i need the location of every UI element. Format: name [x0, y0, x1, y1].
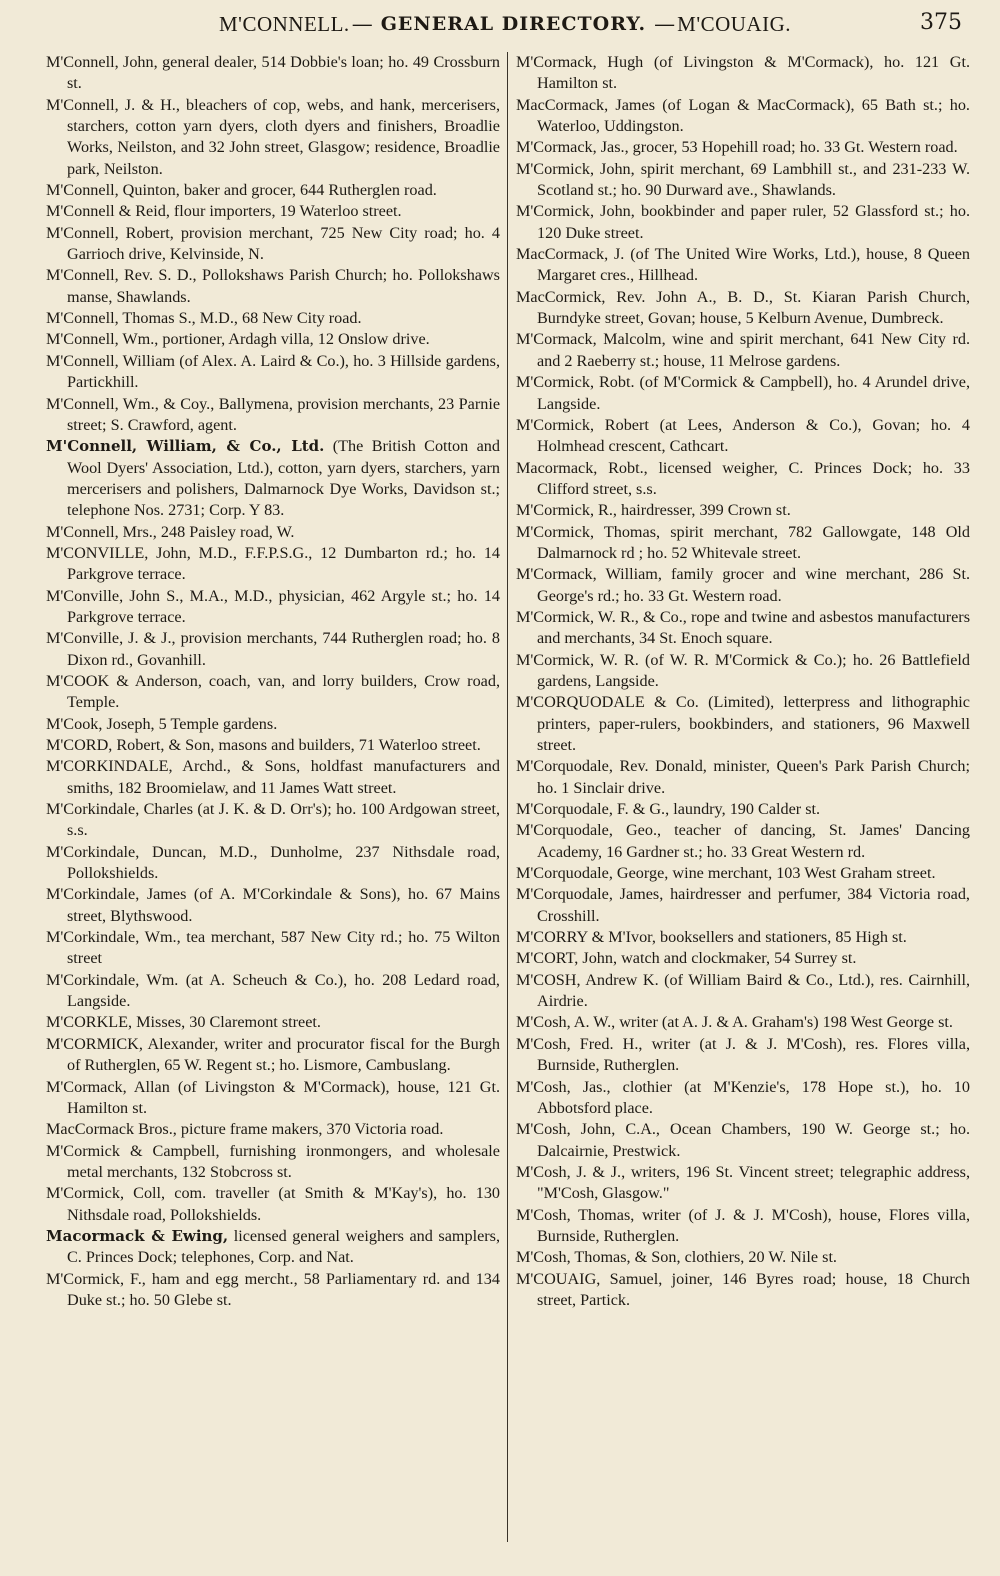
entry-name: M'Cosh, J. & J., — [516, 1162, 626, 1181]
entry-name: MacCormick, Rev. John A., — [516, 287, 717, 306]
directory-entry — [46, 1269, 500, 1312]
directory-entry — [516, 1162, 970, 1205]
entry-details: writer and procurator fiscal for the Burgh of Rutherglen, 65 W. Regent st.; ho. Lismore, Cambuslang. — [67, 1034, 500, 1075]
entry-details: grocer, 53 Hopehill road; ho. 33 Gt. Western road. — [628, 138, 958, 157]
directory-entry — [516, 607, 970, 650]
directory-entry — [516, 692, 970, 756]
directory-entry — [46, 265, 500, 308]
entry-details: Ballymena, provision merchants, 23 Parnie street; S. Crawford, agent. — [67, 394, 501, 434]
entry-name: M'COOK & Anderson, — [46, 671, 202, 690]
entry-details: licensed general weighers and samplers, C. Princes Dock; telephones, Corp. and Nat. — [67, 1226, 500, 1267]
entry-name: M'Cormick, Robert — [516, 415, 649, 434]
directory-entry — [46, 586, 500, 629]
directory-entry — [516, 244, 970, 287]
directory-entry — [516, 52, 970, 95]
directory-entry — [516, 884, 970, 927]
entry-details: hairdresser and perfumer, 384 Victoria road, Crosshill. — [537, 885, 970, 925]
entry-name: M'Cormick, W. R. — [516, 650, 639, 669]
entry-name: Macormack, Robt., — [516, 458, 648, 477]
directory-entry — [46, 543, 500, 586]
entry-details: (The British Cotton and Wool Dyers' Association, Ltd.), cotton, yarn dyers, starchers, yarn mercerisers and polishers, Dalmarnock Dye Works, Davidson st.; telephone Nos. 2731; Corp. Y 83. — [67, 437, 500, 520]
entry-name: M'Connell, Rev. S. D., — [46, 266, 197, 285]
entry-details: baker and grocer, 644 Rutherglen road. — [179, 181, 437, 200]
entry-name: M'CONVILLE, John, — [46, 543, 191, 562]
entry-name: M'Cosh, Thomas, — [516, 1205, 635, 1224]
directory-entry — [46, 1077, 500, 1120]
entry-details: holdfast manufacturers and smiths, 182 Broomielaw, and 11 James Watt street. — [67, 757, 500, 797]
entry-name: M'CORKLE, Misses, — [46, 1013, 186, 1032]
entry-name: M'Cormack, Malcolm, — [516, 330, 666, 349]
entry-details: M.D., 68 New City road. — [195, 309, 362, 328]
entry-details: hairdresser, 399 Crown st. — [616, 501, 791, 520]
entry-details: writer (at J. & J. M'Cosh), res. Flores villa, Burnside, Rutherglen. — [537, 1034, 970, 1075]
entry-name: M'Corquodale, F. & G., — [516, 800, 670, 819]
entry-details: clothiers, 20 W. Nile st. — [680, 1248, 837, 1267]
directory-entry — [516, 500, 970, 521]
entry-name: M'Cormick, F., — [46, 1269, 146, 1288]
entry-name: M'COUAIG, Samuel, — [516, 1269, 663, 1288]
page-number: 375 — [920, 10, 962, 35]
entry-details: masons and builders, 71 Waterloo street. — [214, 736, 481, 754]
entry-details: (of The United Wire Works, Ltd.), house, 8 Queen Margaret cres., Hillhead. — [537, 245, 970, 285]
directory-entry — [46, 1226, 500, 1269]
directory-entry — [516, 159, 970, 202]
directory-entry — [46, 1012, 500, 1033]
directory-entry — [516, 820, 970, 863]
entry-name: M'Cook, Joseph, — [46, 714, 155, 733]
entry-details: bleachers of cop, webs, and hank, mercerisers, starchers, cotton yarn dyers, cloth dyers and finishers, Broadlie Works, Neilston, and 32 John street, Glasgow; residence, Broadlie park, Neilston. — [67, 95, 500, 178]
entry-name: M'Corkindale, Wm., — [46, 928, 181, 947]
entry-name: M'CORT, John, — [516, 949, 618, 968]
directory-entry — [46, 628, 500, 671]
entry-details: spirit merchant, 782 Gallowgate, 148 Old Dalmarnock rd ; ho. 52 Whitevale street. — [537, 522, 970, 562]
running-header — [40, 8, 970, 40]
directory-entry — [516, 927, 970, 948]
entry-name: M'COSH, Andrew K. — [516, 970, 659, 989]
entry-name: MacCormack, James — [516, 95, 655, 114]
entry-details: (of Alex. A. Laird & Co.), ho. 3 Hillside gardens, Partickhill. — [67, 351, 500, 392]
entry-details: (Limited), letterpress and lithographic printers, paper-rulers, bookbinders, and stationers, 96 Maxwell street. — [537, 693, 970, 754]
entry-details: laundry, 190 Calder st. — [669, 800, 821, 819]
entry-details: M.A., M.D., physician, 462 Argyle st.; ho. 14 Parkgrove terrace. — [67, 586, 501, 626]
entry-name: M'Connell, John, — [46, 53, 158, 71]
directory-entry — [46, 223, 500, 266]
directory-entry — [46, 95, 500, 180]
entry-details: spirit merchant, 69 Lambhill st., and 231-233 W. Scotland st.; ho. 90 Durward ave., Shawlands. — [537, 159, 970, 200]
entry-details: (at Lees, Anderson & Co.), Govan; ho. 4 Holmhead crescent, Cathcart. — [537, 415, 971, 456]
entry-name: M'Cormick, Coll, — [46, 1184, 166, 1203]
entry-details: (of W. R. M'Cormick & Co.); ho. 26 Battlefield gardens, Langside. — [537, 650, 970, 690]
entry-name: Macormack & Ewing, — [46, 1226, 229, 1245]
directory-entry — [516, 564, 970, 607]
directory-entry — [46, 329, 500, 350]
entry-name: M'Cormack, Jas., — [516, 138, 629, 157]
entry-name: M'Connell, Quinton, — [46, 181, 180, 200]
directory-entry — [516, 458, 970, 501]
directory-entry — [46, 1119, 500, 1140]
entry-name: M'Corquodale, James, — [516, 885, 664, 904]
entry-details: joiner, 146 Byres road; house, 18 Church street, Partick. — [537, 1269, 970, 1309]
column-divider — [507, 52, 508, 1542]
entry-name: M'Cormack, Hugh — [516, 53, 644, 71]
entry-details: B. D., St. Kiaran Parish Church, Burndyke street, Govan; house, 5 Kelburn Avenue, Dumbreck. — [537, 287, 971, 328]
entry-name: M'Connell, Mrs., — [46, 522, 157, 541]
directory-entry — [46, 52, 500, 95]
entry-details: family grocer and wine merchant, 286 St. George's rd.; ho. 33 Gt. Western road. — [537, 565, 970, 605]
entry-details: watch and clockmaker, 54 Surrey st. — [617, 949, 857, 968]
entry-details: provision merchants, 744 Rutherglen road; ho. 8 Dixon rd., Govanhill. — [67, 629, 500, 669]
directory-entry — [46, 522, 500, 543]
entry-details: writer (of J. & J. M'Cosh), house, Flores villa, Burnside, Rutherglen. — [537, 1205, 970, 1245]
entry-details: portioner, Ardagh villa, 12 Onslow drive. — [158, 330, 430, 349]
entry-name: M'Corkindale, James — [46, 885, 187, 904]
entry-details: (at A. Scheuch & Co.), ho. 208 Ledard road, Langside. — [67, 970, 500, 1011]
entry-details: picture frame makers, 370 Victoria road. — [176, 1120, 444, 1139]
right-column — [516, 52, 970, 1311]
entry-details: (of Logan & MacCormack), 65 Bath st.; ho. Waterloo, Uddingston. — [537, 95, 970, 136]
directory-entry — [46, 884, 500, 927]
directory-entry — [46, 927, 500, 970]
directory-entry — [516, 287, 970, 330]
header-dash: — — [654, 12, 676, 36]
entry-name: M'Connell, J. & H., — [46, 95, 180, 114]
entry-name: M'Corquodale, Rev. Donald, — [516, 757, 707, 776]
header-right-keyword: M'COUAIG. — [677, 11, 792, 36]
entry-details: (of A. M'Corkindale & Sons), ho. 67 Mains street, Blythswood. — [67, 885, 500, 925]
entry-details: 5 Temple gardens. — [154, 714, 278, 733]
entry-name: MacCormack, J. — [516, 245, 625, 264]
directory-entry — [516, 948, 970, 969]
directory-entry — [46, 671, 500, 714]
entry-details: M.D., Dunholme, 237 Nithsdale road, Pollokshields. — [67, 842, 500, 883]
directory-entry — [46, 756, 500, 799]
entry-details: rope and twine and asbestos manufacturers and merchants, 34 St. Enoch square. — [537, 607, 970, 648]
directory-entry — [46, 1141, 500, 1184]
header-title: GENERAL DIRECTORY. — [380, 13, 647, 35]
entry-name: M'Corkindale, Duncan, — [46, 842, 207, 861]
directory-entry — [516, 799, 970, 820]
directory-entry — [46, 1183, 500, 1226]
entry-name: M'Corquodale, Geo., — [516, 821, 662, 840]
entry-name: M'CORKINDALE, Archd., & Sons, — [46, 757, 301, 776]
entry-details: clothier (at M'Kenzie's, 178 Hope st.), ho. 10 Abbotsford place. — [537, 1077, 970, 1117]
entry-name: M'Cormick, John, — [516, 159, 635, 178]
entry-details: (of William Baird & Co., Ltd.), res. Cairnhill, Airdrie. — [537, 970, 970, 1011]
entry-name: M'Corkindale, Wm. — [46, 970, 179, 989]
entry-details: M.D., F.F.P.S.G., 12 Dumbarton rd.; ho. 14 Parkgrove terrace. — [67, 543, 501, 584]
directory-entry — [46, 1034, 500, 1077]
directory-entry — [516, 863, 970, 884]
entry-details: wine and spirit merchant, 641 New City rd. and 2 Raeberry st.; house, 11 Melrose gardens. — [537, 330, 970, 370]
entry-name: M'Connell, Thomas S., — [46, 309, 196, 328]
entry-details: 30 Claremont street. — [185, 1013, 321, 1032]
entry-name: M'CORQUODALE & Co. — [516, 693, 699, 712]
entry-name: M'CORMICK, Alexander, — [46, 1034, 219, 1053]
entry-name: M'Connell, William — [46, 351, 175, 370]
directory-entry — [516, 1034, 970, 1077]
directory-entry — [516, 95, 970, 138]
directory-entry — [516, 1119, 970, 1162]
entry-details: com. traveller (at Smith & M'Kay's), ho. 130 Nithsdale road, Pollokshields. — [67, 1184, 501, 1224]
entry-name: M'Cosh, John, — [516, 1120, 616, 1139]
entry-name: M'Corquodale, George, — [516, 864, 669, 883]
entry-details: Pollokshaws Parish Church; ho. Pollokshaws manse, Shawlands. — [67, 266, 500, 306]
entry-name: M'Cosh, Fred. H., — [516, 1034, 643, 1053]
entry-details: licensed weigher, C. Princes Dock; ho. 33 Clifford street, s.s. — [537, 458, 970, 498]
directory-entry — [516, 522, 970, 565]
directory-entry — [46, 394, 500, 437]
directory-entry — [516, 1077, 970, 1120]
directory-entry — [46, 714, 500, 735]
entry-details: tea merchant, 587 New City rd.; ho. 75 Wilton street — [67, 928, 500, 968]
entry-details: minister, Queen's Park Parish Church; ho. 1 Sinclair drive. — [537, 757, 970, 797]
entry-details: (of Livingston & M'Cormack), house, 121 Gt. Hamilton st. — [67, 1077, 501, 1117]
entry-name: M'Connell, Robert, — [46, 223, 174, 242]
entry-name: M'Cormick, W. R., & Co., — [516, 607, 687, 626]
entry-name: M'Cormick & Campbell, — [46, 1141, 220, 1160]
directory-entry — [46, 436, 500, 521]
directory-entry — [516, 415, 970, 458]
entry-name: M'Connell, William, & Co., Ltd. — [46, 437, 325, 456]
entry-details: 248 Paisley road, W. — [156, 522, 295, 541]
entry-details: general dealer, 514 Dobbie's loan; ho. 49 Crossburn st. — [67, 53, 500, 93]
directory-entry — [46, 201, 500, 222]
entry-name: M'Cormick, Robt. — [516, 373, 635, 392]
directory-entry — [516, 970, 970, 1013]
entry-details: (at J. K. & D. Orr's); ho. 100 Ardgowan street, s.s. — [67, 800, 500, 840]
entry-details: flour importers, 19 Waterloo street. — [169, 202, 402, 221]
directory-entry — [516, 372, 970, 415]
directory-entry — [516, 1012, 970, 1033]
directory-entry — [46, 735, 500, 756]
directory-entry — [46, 799, 500, 842]
entry-name: M'Conville, John S., — [46, 586, 184, 605]
entry-details: (of M'Cormick & Campbell), ho. 4 Arundel drive, Langside. — [537, 373, 970, 413]
entry-name: M'Cormick, Thomas, — [516, 522, 661, 541]
directory-entry — [516, 756, 970, 799]
entry-name: M'CORD, Robert, & Son, — [46, 736, 215, 754]
entry-details: ham and egg mercht., 58 Parliamentary rd. and 134 Duke st.; ho. 50 Glebe st. — [67, 1269, 500, 1309]
directory-entry — [516, 1269, 970, 1312]
entry-name: M'Connell & Reid, — [46, 202, 170, 221]
directory-entry — [46, 308, 500, 329]
entry-name: M'Cosh, Thomas, & Son, — [516, 1248, 681, 1267]
entry-details: writers, 196 St. Vincent street; telegraphic address, "M'Cosh, Glasgow." — [537, 1162, 970, 1203]
entry-details: bookbinder and paper ruler, 52 Glassford st.; ho. 120 Duke street. — [537, 202, 970, 242]
entry-name: M'Corkindale, Charles — [46, 800, 194, 819]
directory-entry — [46, 970, 500, 1013]
directory-entry — [46, 180, 500, 201]
directory-entry — [516, 329, 970, 372]
directory-entry — [46, 351, 500, 394]
entry-details: teacher of dancing, St. James' Dancing Academy, 16 Gardner st.; ho. 33 Great Western rd. — [537, 821, 970, 861]
entry-details: booksellers and stationers, 85 High st. — [655, 928, 907, 947]
entry-name: MacCormack Bros., — [46, 1120, 177, 1139]
entry-details: C.A., Ocean Chambers, 190 W. George st.; ho. Dalcairnie, Prestwick. — [537, 1120, 970, 1160]
left-column — [46, 52, 500, 1311]
directory-entry — [516, 1205, 970, 1248]
entry-name: M'Cormack, Allan — [46, 1077, 170, 1096]
entry-details: furnishing ironmongers, and wholesale metal merchants, 132 Stobcross st. — [67, 1141, 500, 1181]
directory-entry — [516, 201, 970, 244]
entry-name: M'Connell, Wm., — [46, 330, 159, 349]
header-dash: — — [351, 12, 373, 36]
entry-details: wine merchant, 103 West Graham street. — [668, 864, 936, 883]
entry-name: M'CORRY & M'Ivor, — [516, 928, 656, 947]
entry-details: provision merchant, 725 New City road; ho. 4 Garrioch drive, Kelvinside, N. — [67, 223, 500, 264]
entry-name: M'Connell, Wm., & Coy., — [46, 394, 215, 413]
directory-entry — [516, 650, 970, 693]
entry-details: (of Livingston & M'Cormack), ho. 121 Gt. Hamilton st. — [537, 53, 970, 93]
directory-entry — [516, 137, 970, 158]
entry-name: M'Conville, J. & J., — [46, 629, 176, 648]
entry-name: M'Cosh, A. W., — [516, 1013, 616, 1032]
header-left-keyword: M'CONNELL. — [218, 11, 350, 36]
directory-entry — [46, 842, 500, 885]
entry-details: coach, van, and lorry builders, Crow road, Temple. — [67, 671, 500, 712]
entry-name: M'Cosh, Jas., — [516, 1077, 611, 1096]
entry-name: M'Cormick, R., — [516, 501, 617, 520]
entry-details: writer (at A. J. & A. Graham's) 198 West George st. — [615, 1013, 953, 1032]
entry-name: M'Cormack, William, — [516, 565, 662, 584]
entry-name: M'Cormick, John, — [516, 202, 635, 221]
directory-entry — [516, 1247, 970, 1268]
